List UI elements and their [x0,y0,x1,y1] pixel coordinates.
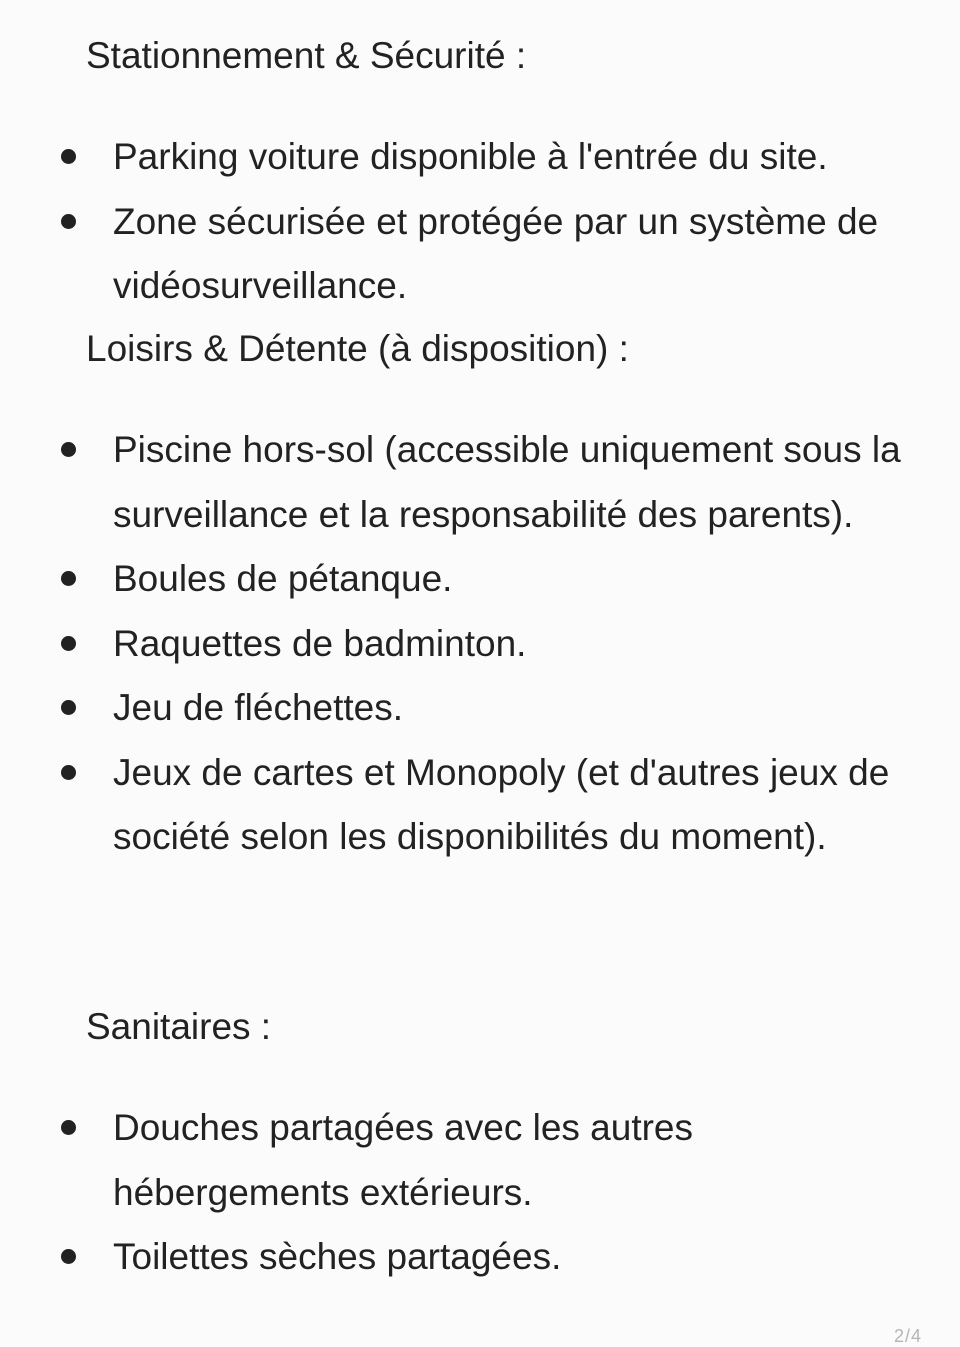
list-item-text: Douches partagées avec les autres hébergements extérieurs. [113,1107,694,1213]
list-item [0,741,960,870]
page-number: 2/4 [893,1326,922,1346]
list-stationnement [0,125,960,319]
list-item-text: Raquettes de badminton. [113,622,527,664]
list-item [0,1096,960,1225]
list-item [0,1225,960,1290]
list-item [0,547,960,612]
bullet-icon [61,214,76,229]
list-item-text: Jeux de cartes et Monopoly (et d'autres jeux de société selon les disponibilités du moment). [113,751,890,857]
list-item-text: Toilettes sèches partagées. [113,1236,562,1277]
bullet-icon [61,571,76,586]
list-item-text: Jeu de fléchettes. [113,687,404,728]
bullet-icon [61,149,76,164]
bullet-icon [61,636,76,651]
list-item [0,418,960,547]
list-item [0,676,960,741]
list-item [0,125,960,190]
section-title-stationnement: Stationnement & Sécurité : [86,35,527,76]
bullet-icon [61,1249,76,1264]
list-item-text: Boules de pétanque. [113,558,453,599]
list-item [0,190,960,319]
section-title-loisirs: Loisirs & Détente (à disposition) : [86,328,629,369]
list-item-text: Piscine hors-sol (accessible uniquement sous la surveillance et la responsabilité des parents). [113,429,901,535]
list-loisirs [0,418,960,870]
list-item [0,612,960,677]
bullet-icon [61,442,76,457]
list-item-text: Zone sécurisée et protégée par un système de vidéosurveillance. [113,200,879,306]
bullet-icon [61,700,76,715]
list-sanitaires [0,1096,960,1290]
list-item-text: Parking voiture disponible à l'entrée du site. [113,136,828,177]
section-title-sanitaires: Sanitaires : [86,1006,272,1047]
bullet-icon [61,765,76,780]
bullet-icon [61,1120,76,1135]
